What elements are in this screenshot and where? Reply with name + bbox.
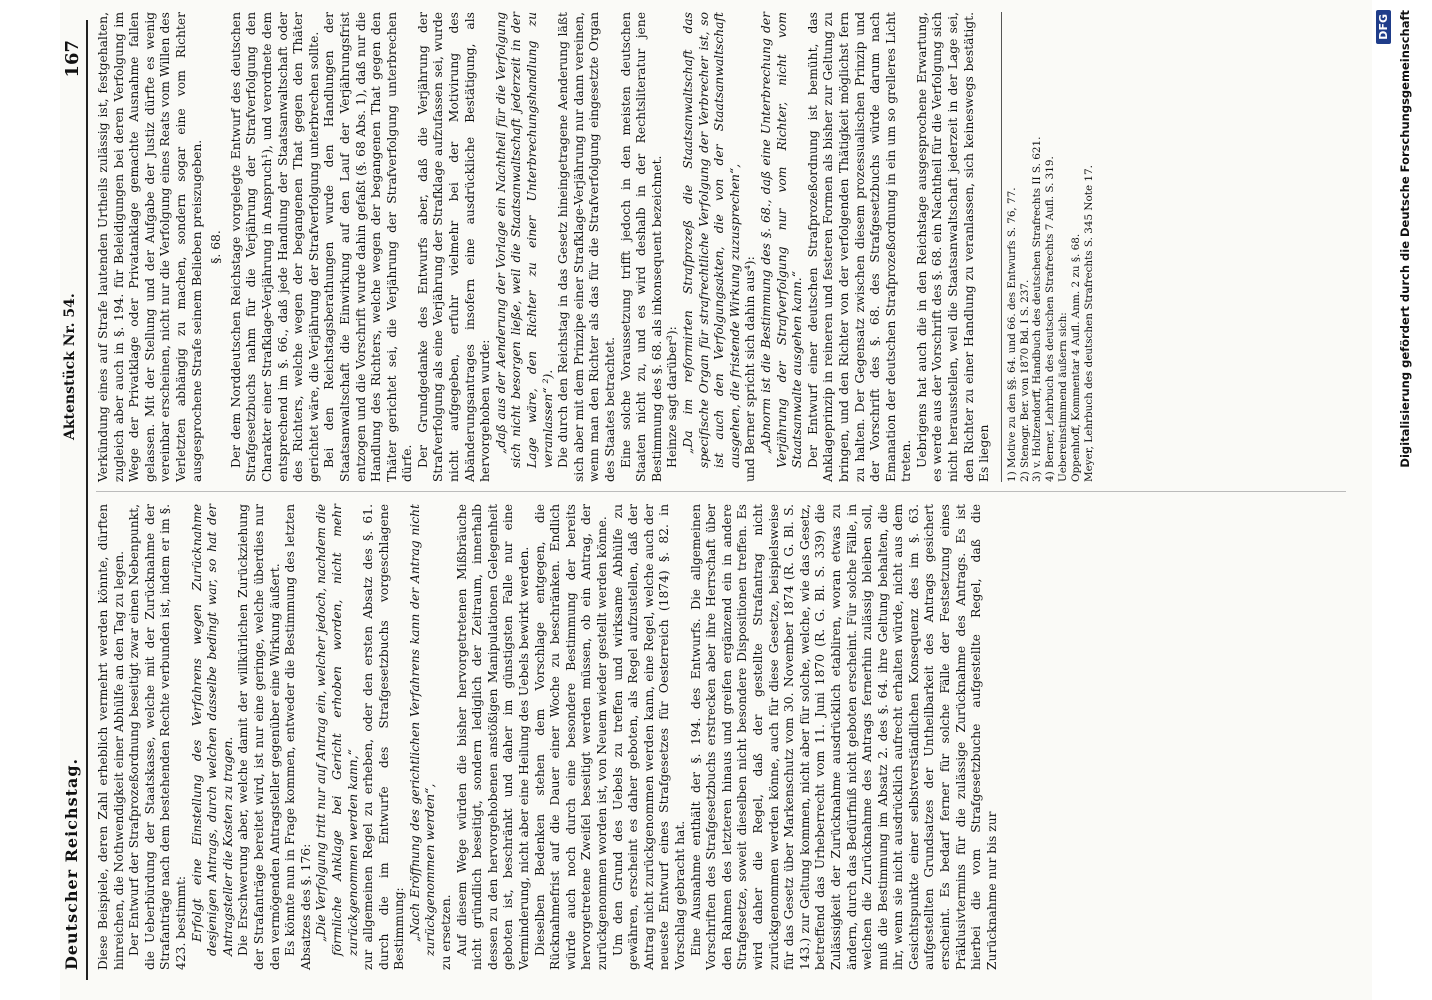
- paragraph: Die durch den Reichstag in das Gesetz hineingetragene Aenderung läßt sich aber mit dem Prinzipe einer Strafklage-Verjährung nur dann vereinen, wenn man den Richter als das für die Strafverfolgung eingesetzte Organ des Staates betrachtet.: [556, 12, 617, 482]
- text-column-right: [96, 12, 1095, 482]
- quoted-provision: „Nach Eröffnung des gerichtlichen Verfahrens kann der Antrag nicht zurückgenommen werden“,: [407, 504, 438, 956]
- header-title: Deutscher Reichstag.: [62, 757, 81, 970]
- paragraph: Verkündung eines auf Strafe lautenden Urtheils zulässig ist, festgehalten, zugleich aber auch in §. 194. für Beleidigungen bei deren Verfolgung im Wege der Privatklage oder Privatanklage gemachte Ausnahme fallen gelassen. Mit der Stellung und der Aufgabe der Justiz dürfte es wenig vereinbar erscheinen, nicht nur die Verfolgung eines Reats vom Willen des Verletzten abhängig zu machen, sondern sogar eine vom Richter ausgesprochene Strafe seinem Belieben preiszugeben.: [96, 12, 204, 482]
- paragraph: Der dem Norddeutschen Reichstage vorgelegte Entwurf des deutschen Strafgesetzbuchs nahm für die Verjährung der Strafverfolgung den Charakter einer Strafklage-Verjährung in Anspruch¹), und verordnete dem entsprechend im §. 66., daß jede Handlung der Staatsanwaltschaft oder des Richters, welche wegen der begangenen That gegen den Thäter gerichtet wäre, die Verjährung der Strafverfolgung unterbrechen sollte.: [228, 12, 321, 482]
- column-divider: [96, 491, 1346, 492]
- paragraph: Der Grundgedanke des Entwurfs aber, daß die Verjährung der Strafverfolgung als eine Verjährung der Strafklage aufzufassen sei, wurde nicht aufgegeben, erfuhr vielmehr bei der Motivirung des Abänderungsantrages insofern eine ausdrückliche Bestätigung, als hervorgehoben wurde:: [415, 12, 493, 482]
- header-rule: [86, 20, 88, 980]
- paragraph: Eine solche Voraussetzung trifft jedoch in den meisten deutschen Staaten nicht zu, und es wird deshalb in der Rechtsliteratur jene Bestimmung des §. 68. als inkonsequent bezeichnet.: [618, 12, 664, 482]
- header-document-number: Aktenstück Nr. 54.: [62, 293, 78, 440]
- paragraph: Die Erschwerung aber, welche damit der willkürlichen Zurückziehung der Strafanträge bereitet wird, ist nur eine geringe, welche überdies nur den vermögenden Antragsteller gegenüber eine Wirkung äußert.: [236, 504, 282, 970]
- quoted-provision: „Abnorm ist die Bestimmung des §. 68., daß eine Unterbrechung der Verjährung der Strafverfolgung nur vom Richter, nicht vom Staatsanwalte ausgehen kann.“: [758, 12, 805, 468]
- footnote: Oppenhoff, Kommentar 4 Aufl. Anm. 2 zu §. 68.: [1069, 233, 1082, 482]
- paragraph: Der Entwurf einer deutschen Strafprozeßordnung ist bemüht, das Anklageprinzip in reineren und festeren Formen als bisher zur Geltung zu bringen, und den Richter von der verfolgenden Thätigkeit möglichst fern zu halten. Der Gegensatz zwischen diesem prozessualischen Prinzip und der Vorschrift des §. 68. des Strafgesetzbuchs würde darum nach Emanation der deutschen Strafprozeßordnung in ein um so grelleres Licht treten.: [805, 12, 914, 482]
- footnotes: [1001, 12, 1096, 482]
- paragraph: Eine Ausnahme enthält der §. 194. des Entwurfs. Die allgemeinen Vorschriften des Strafgesetzbuchs erstrecken aber ihre Herrschaft über den Rahmen des letzteren hinaus und greifen ergänzend ein in andere Strafgesetze, soweit dieselben nicht besondere Dispositionen treffen. Es wird daher die Regel, daß der gestellte Strafantrag nicht zurückgenommen werden könne, auch für diese Gesetze, beispielsweise für das Gesetz über Markenschutz vom 30. November 1874 (R. G. Bl. S. 143.) zur Geltung kommen, nicht aber für solche, welche, wie das Gesetz, betreffend das Urheberrecht vom 11. Juni 1870 (R. G. Bl. S. 339) die Zulässigkeit der Zurücknahme ausdrücklich etabliren, woran etwas zu ändern, durch das Bedürfniß nicht geboten erscheint. Für solche Fälle, in welchen die Zurücknahme des Antrags fernerhin zulässig bleiben soll, muß die Bestimmung im Absatz 2. des §. 64. ihre Geltung behalten, die ihr, wenn sie nicht ausdrücklich aufrecht erhalten würde, nicht aus dem Gesichtspunkte einer selbstverständlichen Konsequenz des im §. 63. aufgestellten Grundsatzes der Untheilbarkeit des Antrags gesichert erscheint. Es bedarf ferner für solche Fälle der Festsetzung eines Präklusivtermins für die zulässige Zurücknahme des Antrags. Es ist hierbei die vom Strafgesetzbuche aufgestellte Regel, daß die Zurücknahme nur bis zur: [688, 504, 999, 970]
- paragraph: Heinze sagt darüber³):: [665, 326, 680, 468]
- footnote: 3) v. Holtzendorff, Handbuch des deutschen Strafrechts II S. 621.: [1031, 136, 1044, 482]
- paragraph: Diese Beispiele, deren Zahl erheblich vermehrt werden könnte, dürften hinreichen, die Nothwendigkeit einer Abhülfe an den Tag zu legen.: [96, 504, 126, 970]
- footnote: 2) Stenogr. Ber. von 1870 Bd. I S. 237.: [1018, 279, 1031, 482]
- quoted-provision: Erfolgt eine Einstellung des Verfahrens wegen Zurücknahme desjenigen Antrags, durch welchen dasselbe bedingt war, so hat der Antragsteller die Kosten zu tragen.: [189, 504, 235, 956]
- digitization-notice: Digitalisierung gefördert durch die Deutsche Forschungsgemeinschaft: [1398, 10, 1412, 468]
- footnote: 4) Berner, Lehrbuch des deutschen Strafrechts 7 Aufl. S. 319.: [1044, 156, 1057, 482]
- quoted-provision: „Die Verfolgung tritt nur auf Antrag ein, welcher jedoch, nachdem die förmliche Anklage bei Gericht erhoben worden, nicht mehr zurückgenommen werden kann,“: [314, 504, 360, 956]
- quoted-provision: „Da im reformirten Strafprozeß die Staatsanwaltschaft das specifische Organ für strafrechtliche Verfolgung der Verbrecher ist, so ist auch den Verfolgungsakten, die von der Staatsanwaltschaft ausgehen, die fristende Wirkung zuzusprechen“,: [680, 12, 742, 468]
- paragraph: Es könnte nun in Frage kommen, entweder die Bestimmung des letzten Absatzes des §. 176:: [283, 504, 313, 970]
- paragraph: Der Entwurf der Strafprozeßordnung beseitigt zwar einen Nebenpunkt, die Ueberbürdung der Staatskasse, welche mit der Zurücknahme der Strafanträge nach dem bestehenden Rechte verbunden ist, indem er im §. 423. bestimmt:: [127, 504, 188, 970]
- paragraph: Dieselben Bedenken stehen dem Vorschlage entgegen, die Rücknahmefrist auf die Dauer einer Woche zu beschränken. Endlich würde auch noch durch eine besondere Bestimmung der bereits hervorgetretene Zweifel beseitigt werden müssen, ob ein Antrag, der zurückgenommen worden ist, von Neuem wieder gestellt werden könne.: [532, 504, 609, 970]
- text-column-left: [96, 504, 1000, 970]
- digitization-notice-strip: [1372, 0, 1432, 1000]
- paragraph: Uebrigens hat auch die in den Reichstage ausgesprochene Erwartung, es werde aus der Vorschrift des §. 68. ein Nachtheil für die Verfolgung sich nicht herausstellen, weil die Staatsanwaltschaft jederzeit in der Lage sei, den Richter zu einer Handlung zu veranlassen, sich keineswegs bestätigt. Es liegen: [914, 12, 992, 482]
- scan-margin: [0, 0, 60, 1000]
- paragraph: zur allgemeinen Regel zu erheben, oder den ersten Absatz des §. 61. durch die im Entwurfe des Strafgesetzbuchs vorgeschlagene Bestimmung:: [361, 504, 407, 970]
- page-number: 167: [62, 40, 83, 78]
- paragraph: Bei den Reichstagsberathungen wurde den Handlungen der Staatsanwaltschaft die Einwirkung auf den Lauf der Verjährungsfrist entzogen und die Vorschrift wurde dahin gefaßt (§. 68 Abs. 1), daß nur die Handlung des Richters, welche wegen der begangenen That gegen den Thäter gerichtet sei, die Verjährung der Strafverfolgung unterbrechen dürfe.: [322, 12, 415, 482]
- section-heading: §. 68.: [209, 230, 224, 264]
- paragraph: zu ersetzen.: [439, 894, 454, 970]
- footnote: Meyer, Lehrbuch des deutschen Strafrechts S. 345 Note 17.: [1082, 165, 1095, 482]
- quoted-provision: „daß aus der Aenderung der Vorlage ein Nachtheil für die Verfolgung sich nicht besorgen ließe, weil die Staatsanwaltschaft jederzeit in der Lage wäre, den Richter zu einer Unterbrechungshandlung zu veranlassen“ ²).: [493, 12, 555, 468]
- paragraph: und Berner spricht sich dahin aus⁴):: [743, 256, 758, 482]
- page-header: [62, 20, 84, 980]
- dfg-logo: DFG: [1376, 10, 1391, 44]
- footnote: 1) Motive zu den §§. 64. und 66. des Entwurfs S. 76, 77.: [1005, 187, 1018, 482]
- paragraph: Auf diesem Wege würden die bisher hervorgetretenen Mißbräuche nicht gründlich beseitigt, sondern lediglich der Zeitraum, innerhalb dessen zu den hervorgehobenen anstößigen Manipulationen Gelegenheit geboten ist, beschränkt und daher im günstigsten Falle nur eine Verminderung, nicht aber eine Heilung des Uebels bewirkt werden.: [454, 504, 532, 970]
- paragraph: Um den Grund des Uebels zu treffen und wirksame Abhülfe zu gewähren, erscheint es daher geboten, als Regel aufzustellen, daß der Antrag nicht zurückgenommen werden kann, eine Regel, welche auch der neueste Entwurf eines Strafgesetzes für Oesterreich (1874) §. 82. in Vorschlag gebracht hat.: [610, 504, 687, 970]
- footnote: Uebereinstimmend äußern sich:: [1057, 312, 1070, 482]
